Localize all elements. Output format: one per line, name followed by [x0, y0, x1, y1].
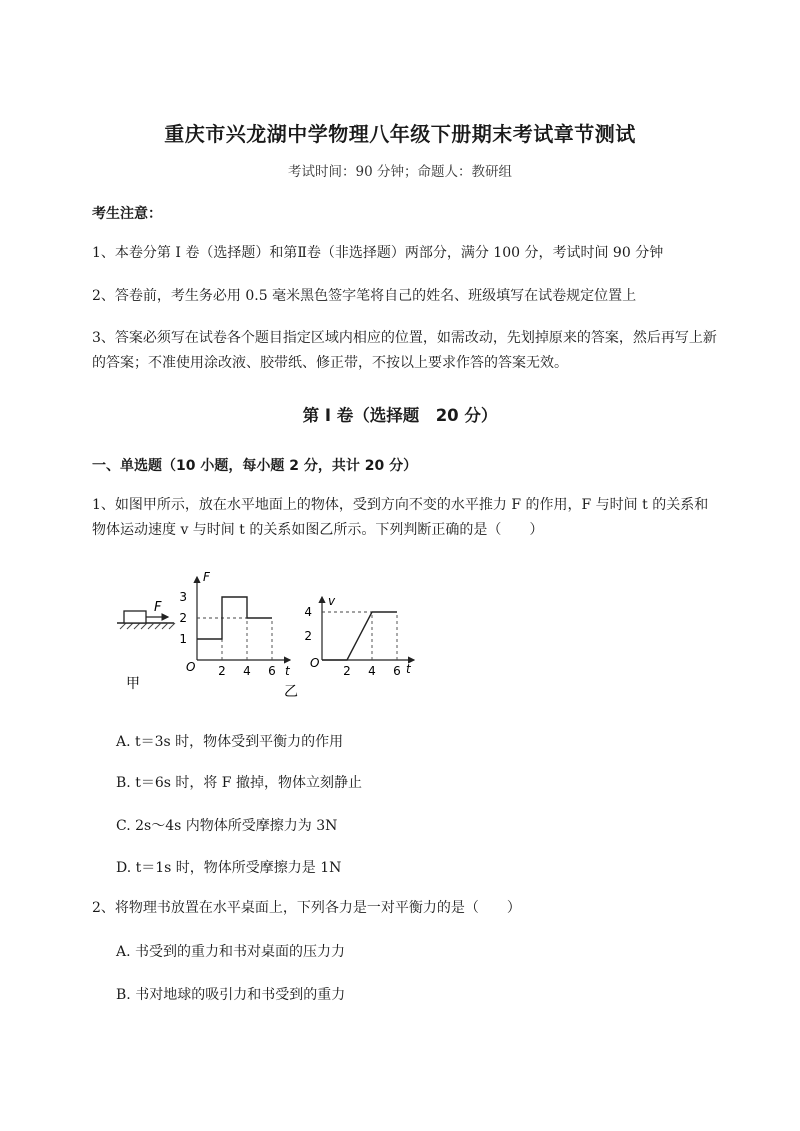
notice-item-1: 1、本卷分第 I 卷（选择题）和第Ⅱ卷（非选择题）两部分，满分 100 分，考试时间 90 分钟 — [92, 245, 664, 261]
question-1-figure — [112, 565, 432, 705]
v-t-ytick-4: 4 — [304, 605, 312, 619]
f-t-xtick-4: 4 — [243, 664, 251, 678]
question-1-stem: 1、如图甲所示，放在水平地面上的物体，受到方向不变的水平推力 F 的作用，F 与时间 t 的关系和物体运动速度 v 与时间 t 的关系如图乙所示。下列判断正确的是（ ） — [92, 497, 709, 538]
v-axis-label: v — [328, 594, 336, 608]
notice-heading: 考生注意： — [92, 206, 162, 222]
question-1-option-b: B. t＝6s 时，将 F 撤掉，物体立刻静止 — [116, 775, 362, 791]
f-axis-label: F — [203, 570, 210, 584]
question-1-option-a: A. t＝3s 时，物体受到平衡力的作用 — [116, 734, 344, 750]
f-t-xtick-2: 2 — [218, 664, 226, 678]
question-2-option-b: B. 书对地球的吸引力和书受到的重力 — [116, 987, 346, 1003]
f-t-ytick-2: 2 — [179, 611, 187, 625]
f-t-ytick-1: 1 — [179, 632, 187, 646]
question-2-stem: 2、将物理书放置在水平桌面上，下列各力是一对平衡力的是（ ） — [92, 900, 521, 916]
v-t-ytick-2: 2 — [304, 629, 312, 643]
f-t-xtick-6: 6 — [268, 664, 276, 678]
figure-jia — [117, 600, 175, 692]
question-2-option-a: A. 书受到的重力和书对桌面的压力力 — [116, 944, 346, 960]
question-1-option-c: C. 2s～4s 内物体所受摩擦力为 3N — [116, 818, 338, 834]
force-label: F — [154, 600, 162, 615]
v-t-xtick-2: 2 — [343, 664, 351, 678]
chart-f-t — [179, 570, 291, 678]
v-t-series — [322, 612, 397, 660]
v-t-xtick-4: 4 — [368, 664, 376, 678]
v-t-axis-label: t — [406, 662, 411, 676]
notice-item-2: 2、答卷前，考生务必用 0.5 毫米黑色签字笔将自己的姓名、班级填写在试卷规定位置上 — [92, 288, 637, 304]
v-t-xtick-6: 6 — [393, 664, 401, 678]
section-title: 第 I 卷（选择题 20 分） — [302, 406, 498, 425]
part-heading: 一、单选题（10 小题，每小题 2 分，共计 20 分） — [92, 458, 418, 474]
question-1-option-d: D. t＝1s 时，物体所受摩擦力是 1N — [116, 860, 342, 876]
chart-v-t — [304, 594, 414, 678]
label-jia: 甲 — [126, 676, 140, 692]
f-t-ytick-3: 3 — [179, 590, 187, 604]
v-origin: O — [310, 656, 320, 670]
notice-item-3: 3、答案必须写在试卷各个题目指定区域内相应的位置，如需改动，先划掉原来的答案，然后再写上新的答案；不准使用涂改液、胶带纸、修正带，不按以上要求作答的答案无效。 — [92, 330, 717, 371]
f-t-axis-label: t — [285, 664, 290, 678]
label-yi: 乙 — [284, 684, 298, 700]
f-origin: O — [186, 660, 196, 674]
exam-info: 考试时间：90 分钟；命题人：教研组 — [288, 164, 512, 180]
page-title: 重庆市兴龙湖中学物理八年级下册期末考试章节测试 — [164, 122, 636, 146]
block — [124, 611, 146, 623]
